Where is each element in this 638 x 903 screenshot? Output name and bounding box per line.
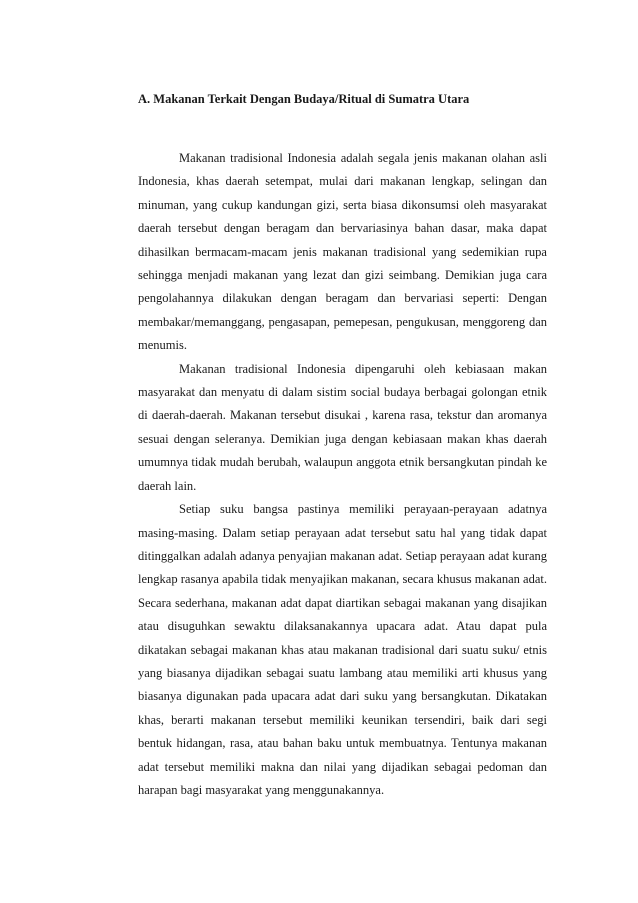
section-heading: A. Makanan Terkait Dengan Budaya/Ritual di Sumatra Utara [138,92,470,106]
body-text [138,147,547,802]
paragraph: Setiap suku bangsa pastinya memiliki perayaan-perayaan adatnya masing-masing. Dalam setiap perayaan adat tersebut satu hal yang tidak dapat ditinggalkan adalah adanya penyajian makanan adat. Setiap perayaan adat kurang lengkap rasanya apabila tidak menyajikan makanan, secara khusus makanan adat. Secara sederhana, makanan adat dapat diartikan sebagai makanan yang disajikan atau disuguhkan sewaktu dilaksanakannya upacara adat. Atau dapat pula dikatakan sebagai makanan khas atau makanan tradisional dari suatu suku/ etnis yang biasanya dijadikan sebagai suatu lambang atau memiliki arti khusus yang biasanya digunakan pada upacara adat dari suku yang bersangkutan. Dikatakan khas, berarti makanan tersebut memiliki keunikan tersendiri, baik dari segi bentuk hidangan, rasa, atau bahan baku untuk membuatnya. Tentunya makanan adat tersebut memiliki makna dan nilai yang dijadikan sebagai pedoman dan harapan bagi masyarakat yang menggunakannya. [138,502,547,797]
paragraph: Makanan tradisional Indonesia adalah segala jenis makanan olahan asli Indonesia, khas daerah setempat, mulai dari makanan lengkap, selingan dan minuman, yang cukup kandungan gizi, serta biasa dikonsumsi oleh masyarakat daerah tersebut dengan beragam dan bervariasinya bahan dasar, maka dapat dihasilkan bermacam-macam jenis makanan tradisional yang sedemikian rupa sehingga menjadi makanan yang lezat dan gizi seimbang. Demikian juga cara pengolahannya dilakukan dengan beragam dan bervariasi seperti: Dengan membakar/memanggang, pengasapan, pemepesan, pengukusan, menggoreng dan menumis. [138,151,547,353]
paragraph: Makanan tradisional Indonesia dipengaruhi oleh kebiasaan makan masyarakat dan menyatu di dalam sistim social budaya berbagai golongan etnik di daerah-daerah. Makanan tersebut disukai , karena rasa, tekstur dan aromanya sesuai dengan seleranya. Demikian juga dengan kebiasaan makan khas daerah umumnya tidak mudah berubah, walaupun anggota etnik bersangkutan pindah ke daerah lain. [138,361,547,493]
